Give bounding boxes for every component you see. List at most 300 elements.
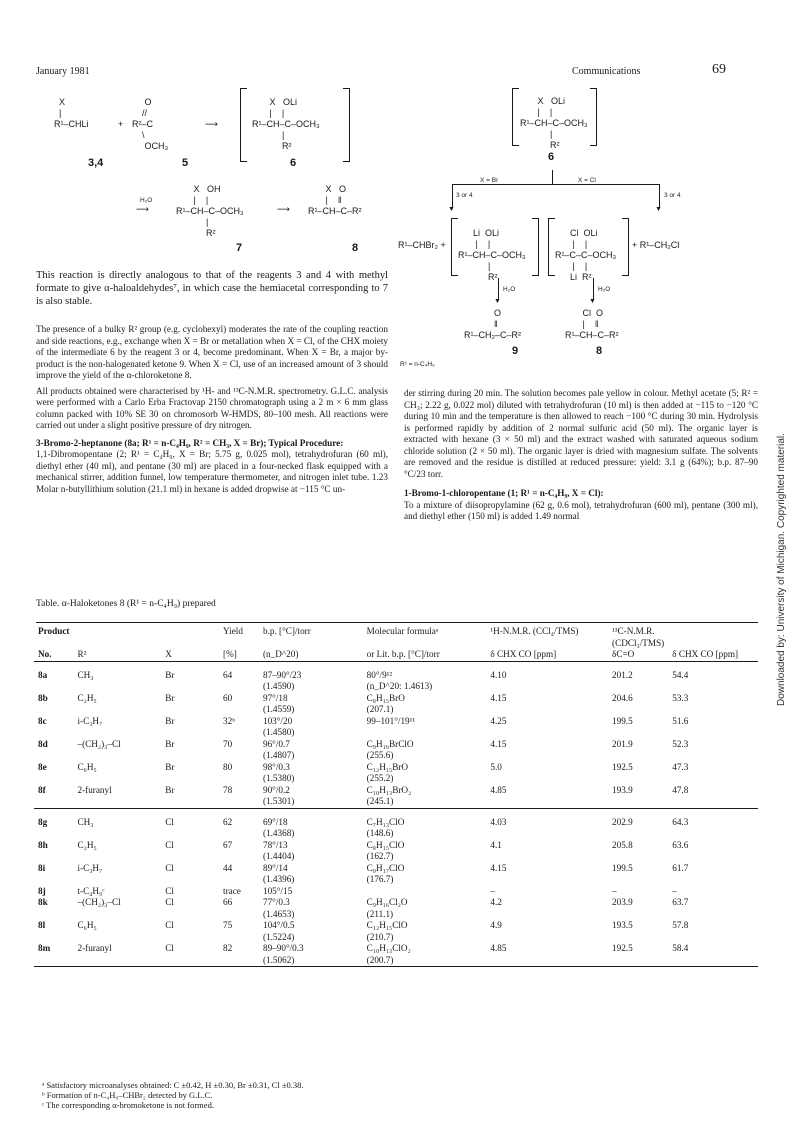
table-cell: C₆H₅ <box>77 920 97 930</box>
page-number: 69 <box>712 62 726 77</box>
table-group-chloro <box>34 808 758 967</box>
label-compound-5: 5 <box>182 157 189 169</box>
table-cell: C₈H₁₅BrO <box>366 692 405 703</box>
table-row <box>34 626 758 649</box>
table-cell <box>668 773 758 785</box>
table-cell: C₂H₅ <box>77 839 97 850</box>
table-cell: C₁₂H₁₅ClO <box>366 920 408 930</box>
hydrolysis-head-right: ▼ <box>589 298 596 305</box>
arrow-head-right: ▼ <box>655 206 662 213</box>
bracket-left-chloro <box>548 218 555 276</box>
table-cell <box>73 955 161 967</box>
table-cell: (1.5224) <box>262 931 295 942</box>
table-row <box>34 909 758 921</box>
table-cell: C₈H₁₅ClO <box>366 839 405 850</box>
table-cell: 58.4 <box>672 943 689 953</box>
table-cell: C₉H₁₇ClO <box>366 862 405 873</box>
table-cell: 8b <box>38 692 48 703</box>
table-row <box>34 863 758 875</box>
table-cell: 90°/0.2 <box>262 784 290 795</box>
table-cell: 32ᵇ <box>223 715 236 726</box>
table-cell: (162.7) <box>366 851 394 861</box>
table-cell: CH₃ <box>77 816 94 827</box>
table-cell: b.p. [°C]/torr <box>262 626 311 636</box>
table-cell <box>608 909 668 921</box>
table-cell: 204.6 <box>612 692 633 703</box>
table-cell <box>363 727 487 739</box>
bracket-left-dianion <box>451 218 458 276</box>
table-cell: (1.4580) <box>262 727 295 737</box>
table-cell <box>608 851 668 863</box>
table-cell: ¹H-N.M.R. (CCl₄/TMS) <box>490 626 579 636</box>
table-row <box>34 808 758 828</box>
label-compound-6: 6 <box>290 157 297 169</box>
table-cell <box>73 851 161 863</box>
table-cell: (211.1) <box>366 908 394 919</box>
table-row <box>34 851 758 863</box>
table-cell: t-C₄H₉ᶜ <box>77 885 105 896</box>
table-cell: (176.7) <box>366 874 394 884</box>
table-cell <box>486 727 608 739</box>
table-cell: (1.4590) <box>262 681 295 691</box>
table-row <box>34 704 758 716</box>
table-cell: – <box>612 885 617 896</box>
table-cell: 78°/13 <box>262 839 288 850</box>
table-cell: 8f <box>38 784 46 795</box>
table-cell: δ CHX CO [ppm] <box>490 649 557 659</box>
table-cell: 205.8 <box>612 839 633 850</box>
table-cell: 60 <box>223 692 233 703</box>
table-cell <box>608 681 668 693</box>
bracket-right-dianion <box>532 218 539 276</box>
table-cell: Cl <box>165 885 174 896</box>
download-note: Downloaded by: University of Michigan. Copyrighted material. <box>776 433 787 706</box>
table-cell: i-C₃H₇ <box>77 862 103 873</box>
table-cell <box>73 932 161 944</box>
table-cell <box>161 681 219 693</box>
table-cell: C₁₂H₁₅BrO <box>366 761 409 772</box>
table-cell: ¹³C-N.M.R. (CDCl₃/TMS) <box>612 626 665 648</box>
structure-chloro-dianion: Cl OLi | | R¹–C–C–OCH₃ | | Li R² <box>555 228 617 282</box>
table-cell: No. <box>38 649 52 659</box>
table-cell <box>486 851 608 863</box>
table-cell: 61.7 <box>672 862 689 873</box>
table-cell <box>486 932 608 944</box>
table-cell: 8c <box>38 715 47 726</box>
table-cell <box>34 704 73 716</box>
table-cell: X <box>165 649 172 659</box>
hydrolysis-label-right: H₂O <box>598 286 611 293</box>
table-cell <box>219 773 259 785</box>
label-compound-9: 9 <box>512 345 519 357</box>
table-row <box>34 762 758 774</box>
table-row <box>34 773 758 785</box>
table-cell: 87–90°/23 <box>262 669 302 680</box>
structure-chloroketone-8: Cl O | ‖ R¹–CH–C–R² <box>565 308 619 340</box>
procedure-2-heading: 1-Bromo-1-chloropentane (1; R¹ = n-C₄H₉, X = Cl): <box>404 488 604 498</box>
table-cell: –(CH₂)₃–Cl <box>77 897 121 907</box>
r1-definition: R¹ = n-C₄H₉ <box>400 361 435 368</box>
bracket-right-chloro <box>622 218 629 276</box>
table-cell <box>486 681 608 693</box>
bracket-left-6r <box>512 88 519 146</box>
table-cell <box>34 955 73 967</box>
table-cell <box>668 828 758 840</box>
table-cell <box>161 874 219 886</box>
table-row <box>34 785 758 797</box>
table-cell: 52.3 <box>672 738 689 749</box>
table-cell: 4.10 <box>490 669 507 680</box>
paragraph-bulky-group: The presence of a bulky R² group (e.g. cyclohexyl) moderates the rate of the coupling reaction and side reactions, e.g., exchange when X = Br or metallation when X = Cl, of the CHX moiety of the intermediate 6 by the reagent 3 or 4, become predominant. When X = Br, a major by-product is the non-halogenated ketone 9. When X = Cl, use of an increased amount of 3 should improve the yield of the α-chloroketone 8. <box>36 324 388 380</box>
table-cell: 47.3 <box>672 761 689 772</box>
table-cell: i-C₃H₇ <box>77 715 103 726</box>
table-cell: 75 <box>223 920 233 930</box>
table-cell <box>486 796 608 808</box>
table-cell <box>219 909 259 921</box>
table-cell: Br <box>165 715 175 726</box>
table-cell: 2-furanyl <box>77 943 112 953</box>
table-row <box>34 661 758 681</box>
footnote-c: ᶜ The corresponding α-bromoketone is not formed. <box>42 1100 214 1110</box>
table-cell: 8h <box>38 839 48 850</box>
footnote-a: ᵃ Satisfactory microanalyses obtained: C ±0.42, H ±0.30, Br ±0.31, Cl ±0.38. <box>42 1080 304 1090</box>
table-header <box>34 626 758 661</box>
table-cell <box>486 773 608 785</box>
label-compound-6-right: 6 <box>548 151 555 163</box>
table-row <box>34 739 758 751</box>
table-cell <box>486 874 608 886</box>
table-cell: 201.9 <box>612 738 633 749</box>
bracket-right-6 <box>343 88 350 162</box>
table-cell: (255.6) <box>366 750 394 760</box>
paragraph-characterisation: All products obtained were characterised by ¹H- and ¹³C-N.M.R. spectrometry. G.L.C. analysis were performed with a Carlo Erba Fractovap 2150 chromatograph using a 2 m × 6 mm glass column packed with 10% SE 30 on chromosorb W-HMDS, 80–100 mesh. All reactions were carried out under a slight positive pressure of dry nitrogen. <box>36 385 388 430</box>
table-cell: 103°/20 <box>262 715 293 726</box>
table-cell <box>608 727 668 739</box>
table-cell: Cl <box>165 943 174 953</box>
table-cell <box>219 874 259 886</box>
reagent-label-right: 3 or 4 <box>664 192 681 199</box>
table-cell <box>219 932 259 944</box>
procedure-2 <box>404 488 758 523</box>
table-cell: trace <box>223 885 241 896</box>
table-cell <box>161 796 219 808</box>
reaction-arrow-3: ⟶ <box>277 204 290 214</box>
table-cell: (148.6) <box>366 828 394 838</box>
table-cell <box>161 773 219 785</box>
table-cell <box>34 750 73 762</box>
table-cell <box>219 955 259 967</box>
table-cell: C₆H₅ <box>77 761 97 772</box>
table-cell <box>608 828 668 840</box>
hydrolysis-head-left: ▼ <box>494 298 501 305</box>
table-cell <box>668 796 758 808</box>
table-cell: 8l <box>38 920 46 930</box>
table-cell <box>486 909 608 921</box>
table-cell: 2-furanyl <box>77 784 112 795</box>
table-cell: 64 <box>223 669 233 680</box>
table-cell: (1.4559) <box>262 704 295 714</box>
table-cell: 8i <box>38 862 46 873</box>
table-cell <box>668 932 758 944</box>
table-cell <box>34 874 73 886</box>
hydrolysis-label-left: H₂O <box>503 286 516 293</box>
table-cell: (255.2) <box>366 773 394 783</box>
table-cell: 8a <box>38 669 48 680</box>
table-row <box>34 727 758 739</box>
table-cell: 89°/14 <box>262 862 288 873</box>
label-compound-7: 7 <box>236 242 243 254</box>
table-cell: (1.4404) <box>262 851 295 861</box>
table-cell <box>363 886 487 898</box>
structure-ketone-8: X O | ‖ R¹–CH–C–R² <box>308 184 362 216</box>
table-cell: 203.9 <box>612 897 633 907</box>
table-cell: δC=O <box>612 649 635 659</box>
table-cell: – <box>490 885 495 896</box>
table-cell <box>161 828 219 840</box>
table-cell: (207.1) <box>366 704 394 714</box>
table-cell <box>73 681 161 693</box>
table-cell: Br <box>165 669 175 680</box>
table-cell: 99–101°/19¹¹ <box>366 715 416 726</box>
table-cell <box>73 909 161 921</box>
table-footnotes <box>42 1080 742 1110</box>
table-cell <box>486 955 608 967</box>
table-cell: 62 <box>223 816 233 827</box>
table-cell: 97°/18 <box>262 692 288 703</box>
branch-bar <box>452 184 659 185</box>
table-cell: 80 <box>223 761 233 772</box>
table-cell <box>34 851 73 863</box>
table-cell: R² <box>77 649 87 659</box>
table-cell: 77°/0.3 <box>262 897 290 907</box>
table-cell: (1.4807) <box>262 750 295 760</box>
table-cell: 64.3 <box>672 816 689 827</box>
table-cell <box>219 796 259 808</box>
table-row <box>34 955 758 967</box>
table-cell <box>161 909 219 921</box>
table-cell: 82 <box>223 943 233 953</box>
haloketone-table <box>34 626 758 967</box>
table-cell: C₇H₁₃ClO <box>366 816 405 827</box>
table-cell: 104°/0.5 <box>262 920 295 930</box>
label-compound-8: 8 <box>352 242 359 254</box>
table-cell <box>486 750 608 762</box>
table-cell <box>608 773 668 785</box>
label-compound-8-right: 8 <box>596 345 603 357</box>
table-cell: 192.5 <box>612 761 633 772</box>
table-cell: 199.5 <box>612 715 633 726</box>
table-cell <box>219 681 259 693</box>
branch-label-cl: X = Cl <box>578 177 596 184</box>
table-cell: 66 <box>223 897 233 907</box>
reaction-arrow-2: ⟶ <box>136 204 149 214</box>
table-cell: (210.7) <box>366 931 394 942</box>
table-row <box>34 716 758 728</box>
table-cell: – <box>672 885 677 896</box>
table-cell <box>608 932 668 944</box>
table-cell: (n_D^20) <box>262 649 299 659</box>
table-title: Table. α-Haloketones 8 (R¹ = n-C₄H₉) prepared <box>36 599 216 609</box>
table-cell <box>161 851 219 863</box>
table-cell: 8g <box>38 816 48 827</box>
table-cell: 202.9 <box>612 816 633 827</box>
table-cell: (1.5301) <box>262 796 295 806</box>
table-cell: Product <box>38 626 70 636</box>
right-column-text <box>404 388 758 523</box>
table-cell <box>73 828 161 840</box>
structure-dibromide: R¹–CHBr₂ + <box>398 240 446 250</box>
table-cell: C₉H₁₆Cl₂O <box>366 897 408 907</box>
table-cell <box>34 828 73 840</box>
table-cell: 199.5 <box>612 862 633 873</box>
hydrolysis-label: H₂O <box>140 197 153 204</box>
table-cell <box>34 796 73 808</box>
table-cell: (200.7) <box>366 954 394 965</box>
table-cell: 4.03 <box>490 816 507 827</box>
table-cell: 4.25 <box>490 715 507 726</box>
table-cell <box>668 681 758 693</box>
table-cell: 80°/9¹² <box>366 669 393 680</box>
structure-hemiacetal-7: X OH | | R¹–CH–C–OCH₃ | R² <box>176 184 244 238</box>
table-cell: 51.6 <box>672 715 689 726</box>
table-cell: 63.6 <box>672 839 689 850</box>
table-cell: Cl <box>165 816 174 827</box>
procedure-1 <box>36 438 388 496</box>
table-cell: Cl <box>165 862 174 873</box>
table-cell <box>608 704 668 716</box>
table-cell: 63.7 <box>672 897 689 907</box>
branch-label-br: X = Br <box>480 177 499 184</box>
table-row <box>34 897 758 909</box>
table-cell: 8j <box>38 885 46 896</box>
procedure-1-text: 1,1-Dibromopentane (2; R¹ = C₄H₉, X = Br; 5.75 g, 0.025 mol), tetrahydrofuran (60 ml), diethyl ether (40 ml), and pentane (30 ml) are placed in a four-necked flask equipped with a mechanical stirrer, addition funnel, low temperature thermometer, and nitrogen inlet tube. 1.23 Molar n-butyllithium solution (21.1 ml) in hexane is added dropwise at −115 °C un- <box>36 449 388 494</box>
table-cell <box>668 909 758 921</box>
table-cell <box>608 955 668 967</box>
table-cell: Br <box>165 761 175 772</box>
plus-sign: + <box>118 119 124 129</box>
table-cell <box>73 874 161 886</box>
table-cell: –(CH₂)₃–Cl <box>77 738 121 749</box>
table-cell <box>73 773 161 785</box>
table-cell: Br <box>165 738 175 749</box>
table-row <box>34 874 758 886</box>
table-cell <box>668 851 758 863</box>
running-section: Communications <box>572 66 641 77</box>
table-cell <box>34 909 73 921</box>
table-row <box>34 681 758 693</box>
table-row <box>34 943 758 955</box>
table-cell <box>161 932 219 944</box>
table-cell: 4.1 <box>490 839 502 850</box>
table-cell <box>34 681 73 693</box>
table-cell <box>161 704 219 716</box>
table-cell <box>219 851 259 863</box>
table-cell: (1.4653) <box>262 908 295 919</box>
table-cell: 8k <box>38 897 48 907</box>
table-cell <box>668 874 758 886</box>
table-cell <box>34 932 73 944</box>
table-cell: Br <box>165 692 175 703</box>
table-cell: C₁₀H₁₃BrO₂ <box>366 784 412 795</box>
table-cell: Br <box>165 784 175 795</box>
table-cell <box>486 704 608 716</box>
table-cell <box>668 955 758 967</box>
table-cell: (1.5062) <box>262 954 295 965</box>
table-row <box>34 796 758 808</box>
structure-reactant-carbenoid: X | R¹–CHLi <box>54 97 89 129</box>
table-cell <box>34 773 73 785</box>
table-cell: 193.9 <box>612 784 633 795</box>
table-cell: Cl <box>165 920 174 930</box>
table-rule-top <box>36 622 758 623</box>
table-cell <box>219 828 259 840</box>
table-cell <box>73 727 161 739</box>
structure-intermediate-6: X OLi | | R¹–CH–C–OCH₃ | R² <box>252 97 320 151</box>
running-date: January 1981 <box>36 66 90 77</box>
table-cell: 201.2 <box>612 669 633 680</box>
procedure-1-heading: 3-Bromo-2-heptanone (8a; R¹ = n-C₄H₉, R² = CH₃, X = Br); Typical Procedure: <box>36 437 344 448</box>
footnote-b: ᵇ Formation of n-C₄H₉–CHBr₂ detected by G.L.C. <box>42 1090 213 1100</box>
table-cell <box>668 750 758 762</box>
table-cell <box>73 796 161 808</box>
table-cell: 69°/18 <box>262 816 288 827</box>
table-cell: 5.0 <box>490 761 502 772</box>
table-cell: 70 <box>223 738 233 749</box>
table-cell: (1.5380) <box>262 773 295 783</box>
table-cell <box>161 955 219 967</box>
table-cell: 67 <box>223 839 233 850</box>
table-cell <box>219 750 259 762</box>
table-row <box>34 920 758 932</box>
table-cell: 4.85 <box>490 943 507 953</box>
table-cell <box>608 796 668 808</box>
table-row <box>34 693 758 705</box>
table-cell <box>608 874 668 886</box>
branch-stem <box>552 170 553 184</box>
table-cell: C₂H₅ <box>77 692 97 703</box>
procedure-2-text: To a mixture of diisopropylamine (62 g, 0.6 mol), tetrahydrofuran (600 ml), pentane (300 ml), and diethyl ether (150 ml) is added 1.49 normal <box>404 499 758 521</box>
table-cell: (1.4368) <box>262 828 295 838</box>
table-cell <box>608 750 668 762</box>
table-cell <box>161 626 219 649</box>
table-cell: 44 <box>223 862 233 873</box>
table-cell: Cl <box>165 839 174 850</box>
table-cell: 4.15 <box>490 692 507 703</box>
table-cell <box>161 727 219 739</box>
table-cell <box>73 750 161 762</box>
table-cell: Yield <box>223 626 243 636</box>
structure-intermediate-6-right: X OLi | | R¹–CH–C–OCH₃ | R² <box>520 96 588 150</box>
table-cell <box>219 704 259 716</box>
bracket-right-6r <box>590 88 597 146</box>
table-cell <box>668 704 758 716</box>
table-cell: 96°/0.7 <box>262 738 290 749</box>
table-cell: 4.9 <box>490 920 502 930</box>
reaction-arrow-1: ⟶ <box>205 119 218 129</box>
table-cell: [%] <box>223 649 237 659</box>
bracket-left-6 <box>240 88 247 162</box>
table-cell: 78 <box>223 784 233 795</box>
table-cell: (245.1) <box>366 796 394 806</box>
label-compound-34: 3,4 <box>88 157 104 169</box>
table-cell: 4.85 <box>490 784 507 795</box>
table-cell: C₁₀H₁₃ClO₂ <box>366 943 411 953</box>
table-cell <box>668 626 758 649</box>
table-row <box>34 828 758 840</box>
table-cell: 54.4 <box>672 669 689 680</box>
table-group-bromo <box>34 661 758 808</box>
table-cell: 98°/0.3 <box>262 761 290 772</box>
